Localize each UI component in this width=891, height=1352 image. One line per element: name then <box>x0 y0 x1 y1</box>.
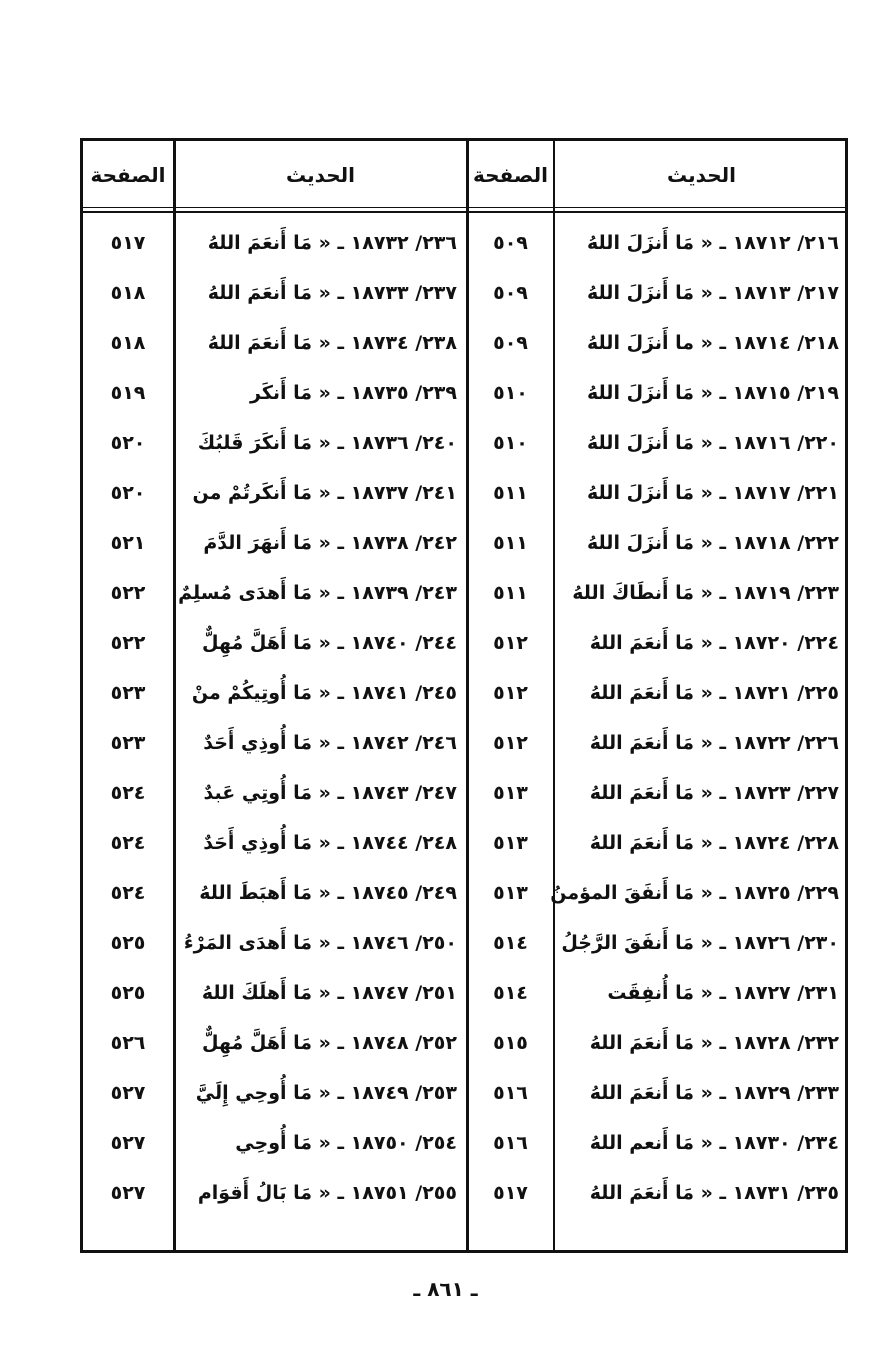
hadith-entry: ٢١٦/ ١٨٧١٢ ـ « مَا أَنزَلَ اللهُ <box>587 232 839 254</box>
hadith-entry: ٢٢٥/ ١٨٧٢١ ـ « مَا أَنعَمَ اللهُ <box>589 682 839 704</box>
page-reference: ٥٠٩ <box>493 332 528 354</box>
page-reference: ٥٢٥ <box>110 932 146 954</box>
page-reference: ٥١٢ <box>493 732 528 754</box>
hadith-entry: ٢٤٤/ ١٨٧٤٠ ـ « مَا أَهَلَّ مُهِلٌّ <box>202 632 457 654</box>
page-reference: ٥٢٣ <box>110 732 146 754</box>
index-table <box>80 138 848 1253</box>
page-reference: ٥٢٢ <box>110 632 146 654</box>
hadith-entry: ٢٢٣/ ١٨٧١٩ ـ « مَا أَنطَاكَ اللهُ <box>572 582 839 604</box>
page-reference: ٥١١ <box>493 482 528 504</box>
hadith-entry: ٢٥٣/ ١٨٧٤٩ ـ « مَا أُوحِي إِلَيَّ <box>195 1082 457 1104</box>
page-reference: ٥٢٧ <box>110 1132 146 1154</box>
page-reference: ٥٢٤ <box>110 782 146 804</box>
hadith-entry: ٢٤٩/ ١٨٧٤٥ ـ « مَا أَهبَطَ اللهُ <box>199 882 457 904</box>
header-page-right: الصفحة <box>472 163 548 187</box>
hadith-entry: ٢٤٥/ ١٨٧٤١ ـ « مَا أُوتِيكُمْ منْ <box>191 682 457 704</box>
hadith-entry: ٢٥٢/ ١٨٧٤٨ ـ « مَا أَهَلَّ مُهِلٌّ <box>202 1032 457 1054</box>
hadith-entry: ٢٣٠/ ١٨٧٢٦ ـ « مَا أَنفَقَ الرَّجُلُ <box>561 932 839 954</box>
hadith-entry: ٢٥٤/ ١٨٧٥٠ ـ « مَا أُوحِي <box>235 1132 457 1154</box>
page-reference: ٥٢٠ <box>110 432 146 454</box>
hadith-entry: ٢١٩/ ١٨٧١٥ ـ « مَا أَنزَلَ اللهُ <box>587 382 839 404</box>
hadith-entry: ٢٢٢/ ١٨٧١٨ ـ « مَا أَنزَلَ اللهُ <box>587 532 839 554</box>
hadith-entry: ٢٢٠/ ١٨٧١٦ ـ « مَا أَنزَلَ اللهُ <box>587 432 839 454</box>
page-reference: ٥١٤ <box>493 982 528 1004</box>
page-reference: ٥٢٧ <box>110 1082 146 1104</box>
page-reference: ٥١٦ <box>493 1132 528 1154</box>
header-hadith-left: الحديث <box>285 163 355 187</box>
page-reference: ٥١٩ <box>110 382 146 404</box>
hadith-entry: ٢١٧/ ١٨٧١٣ ـ « مَا أَنزَلَ اللهُ <box>587 282 839 304</box>
hadith-entry: ٢٤٨/ ١٨٧٤٤ ـ « مَا أُوذِي أَحَدٌ <box>203 832 457 854</box>
hadith-entry: ٢٥١/ ١٨٧٤٧ ـ « مَا أَهلَكَ اللهُ <box>201 982 457 1004</box>
hadith-entry: ٢٣٨/ ١٨٧٣٤ ـ « مَا أَنعَمَ اللهُ <box>207 332 457 354</box>
page-reference: ٥٠٩ <box>493 282 528 304</box>
hadith-entry: ٢٣٢/ ١٨٧٢٨ ـ « مَا أَنعَمَ اللهُ <box>589 1032 839 1054</box>
page-reference: ٥٢٧ <box>110 1182 146 1204</box>
hadith-entry: ٢٣٣/ ١٨٧٢٩ ـ « مَا أَنعَمَ اللهُ <box>589 1082 839 1104</box>
page-reference: ٥١١ <box>493 532 528 554</box>
hadith-entry: ٢٤٣/ ١٨٧٣٩ ـ « مَا أَهدَى مُسلِمٌ <box>178 582 457 604</box>
header-divider <box>83 211 845 213</box>
page-reference: ٥١٨ <box>110 282 146 304</box>
page-number: ـ ٨٦١ ـ <box>413 1277 478 1301</box>
page-reference: ٥١٦ <box>493 1082 528 1104</box>
hadith-entry: ٢١٨/ ١٨٧١٤ ـ « ما أَنزَلَ اللهُ <box>587 332 839 354</box>
hadith-entry: ٢٣٧/ ١٨٧٣٣ ـ « مَا أَنعَمَ اللهُ <box>207 282 457 304</box>
page-reference: ٥١٠ <box>493 432 528 454</box>
hadith-entry: ٢٣٦/ ١٨٧٣٢ ـ « مَا أَنعَمَ اللهُ <box>207 232 457 254</box>
hadith-entry: ٢٣٥/ ١٨٧٣١ ـ « مَا أَنعَمَ اللهُ <box>589 1182 839 1204</box>
page-reference: ٥١٥ <box>493 1032 528 1054</box>
hadith-entry: ٢٤٦/ ١٨٧٤٢ ـ « مَا أُوذِي أَحَدٌ <box>203 732 457 754</box>
page-reference: ٥٢٥ <box>110 982 146 1004</box>
page-reference: ٥١٠ <box>493 382 528 404</box>
page-reference: ٥١٧ <box>493 1182 528 1204</box>
page-reference: ٥١٢ <box>493 682 528 704</box>
page-reference: ٥١٣ <box>493 832 528 854</box>
hadith-entry: ٢٢٦/ ١٨٧٢٢ ـ « مَا أَنعَمَ اللهُ <box>589 732 839 754</box>
hadith-entry: ٢٢٧/ ١٨٧٢٣ ـ « مَا أَنعَمَ اللهُ <box>589 782 839 804</box>
page-reference: ٥١٢ <box>493 632 528 654</box>
column-divider <box>173 141 176 1250</box>
hadith-entry: ٢٥٠/ ١٨٧٤٦ ـ « مَا أَهدَى المَرْءُ <box>183 932 457 954</box>
hadith-entry: ٢٤١/ ١٨٧٣٧ ـ « مَا أَنكَرتُمْ من <box>192 482 457 504</box>
hadith-entry: ٢٤٢/ ١٨٧٣٨ ـ « مَا أَنهَرَ الدَّمَ <box>203 532 457 554</box>
page-reference: ٥٢٠ <box>110 482 146 504</box>
header-divider <box>83 207 845 208</box>
header-hadith-right: الحديث <box>666 163 736 187</box>
hadith-entry: ٢٣٤/ ١٨٧٣٠ ـ « مَا أَنعم اللهُ <box>589 1132 839 1154</box>
hadith-entry: ٢٤٠/ ١٨٧٣٦ ـ « مَا أَنكَرَ قَلبُكَ <box>197 432 457 454</box>
hadith-entry: ٢٥٥/ ١٨٧٥١ ـ « مَا بَالُ أَقوَام <box>197 1182 457 1204</box>
page-reference: ٥٢٤ <box>110 832 146 854</box>
page-reference: ٥١٣ <box>493 882 528 904</box>
page-reference: ٥٠٩ <box>493 232 528 254</box>
hadith-entry: ٢٢١/ ١٨٧١٧ ـ « مَا أَنزَلَ اللهُ <box>587 482 839 504</box>
page-reference: ٥١٧ <box>110 232 146 254</box>
hadith-entry: ٢٣١/ ١٨٧٢٧ ـ « مَا أُنفِقَت <box>607 982 839 1004</box>
page-reference: ٥٢٣ <box>110 682 146 704</box>
page-reference: ٥٢١ <box>110 532 146 554</box>
page-reference: ٥٢٦ <box>110 1032 146 1054</box>
page-reference: ٥١٣ <box>493 782 528 804</box>
hadith-entry: ٢٢٩/ ١٨٧٢٥ ـ « مَا أَنفَقَ المؤمنُ <box>550 882 839 904</box>
page-reference: ٥٢٤ <box>110 882 146 904</box>
page-reference: ٥١١ <box>493 582 528 604</box>
header-page-left: الصفحة <box>90 163 166 187</box>
page-reference: ٥١٨ <box>110 332 146 354</box>
hadith-entry: ٢٣٩/ ١٨٧٣٥ ـ « مَا أَنكَر <box>250 382 457 404</box>
hadith-entry: ٢٢٨/ ١٨٧٢٤ ـ « مَا أَنعَمَ اللهُ <box>589 832 839 854</box>
hadith-entry: ٢٢٤/ ١٨٧٢٠ ـ « مَا أَنعَمَ اللهُ <box>589 632 839 654</box>
hadith-entry: ٢٤٧/ ١٨٧٤٣ ـ « مَا أُوتِي عَبدٌ <box>203 782 457 804</box>
page-reference: ٥١٤ <box>493 932 528 954</box>
column-divider <box>553 141 555 1250</box>
page-reference: ٥٢٢ <box>110 582 146 604</box>
